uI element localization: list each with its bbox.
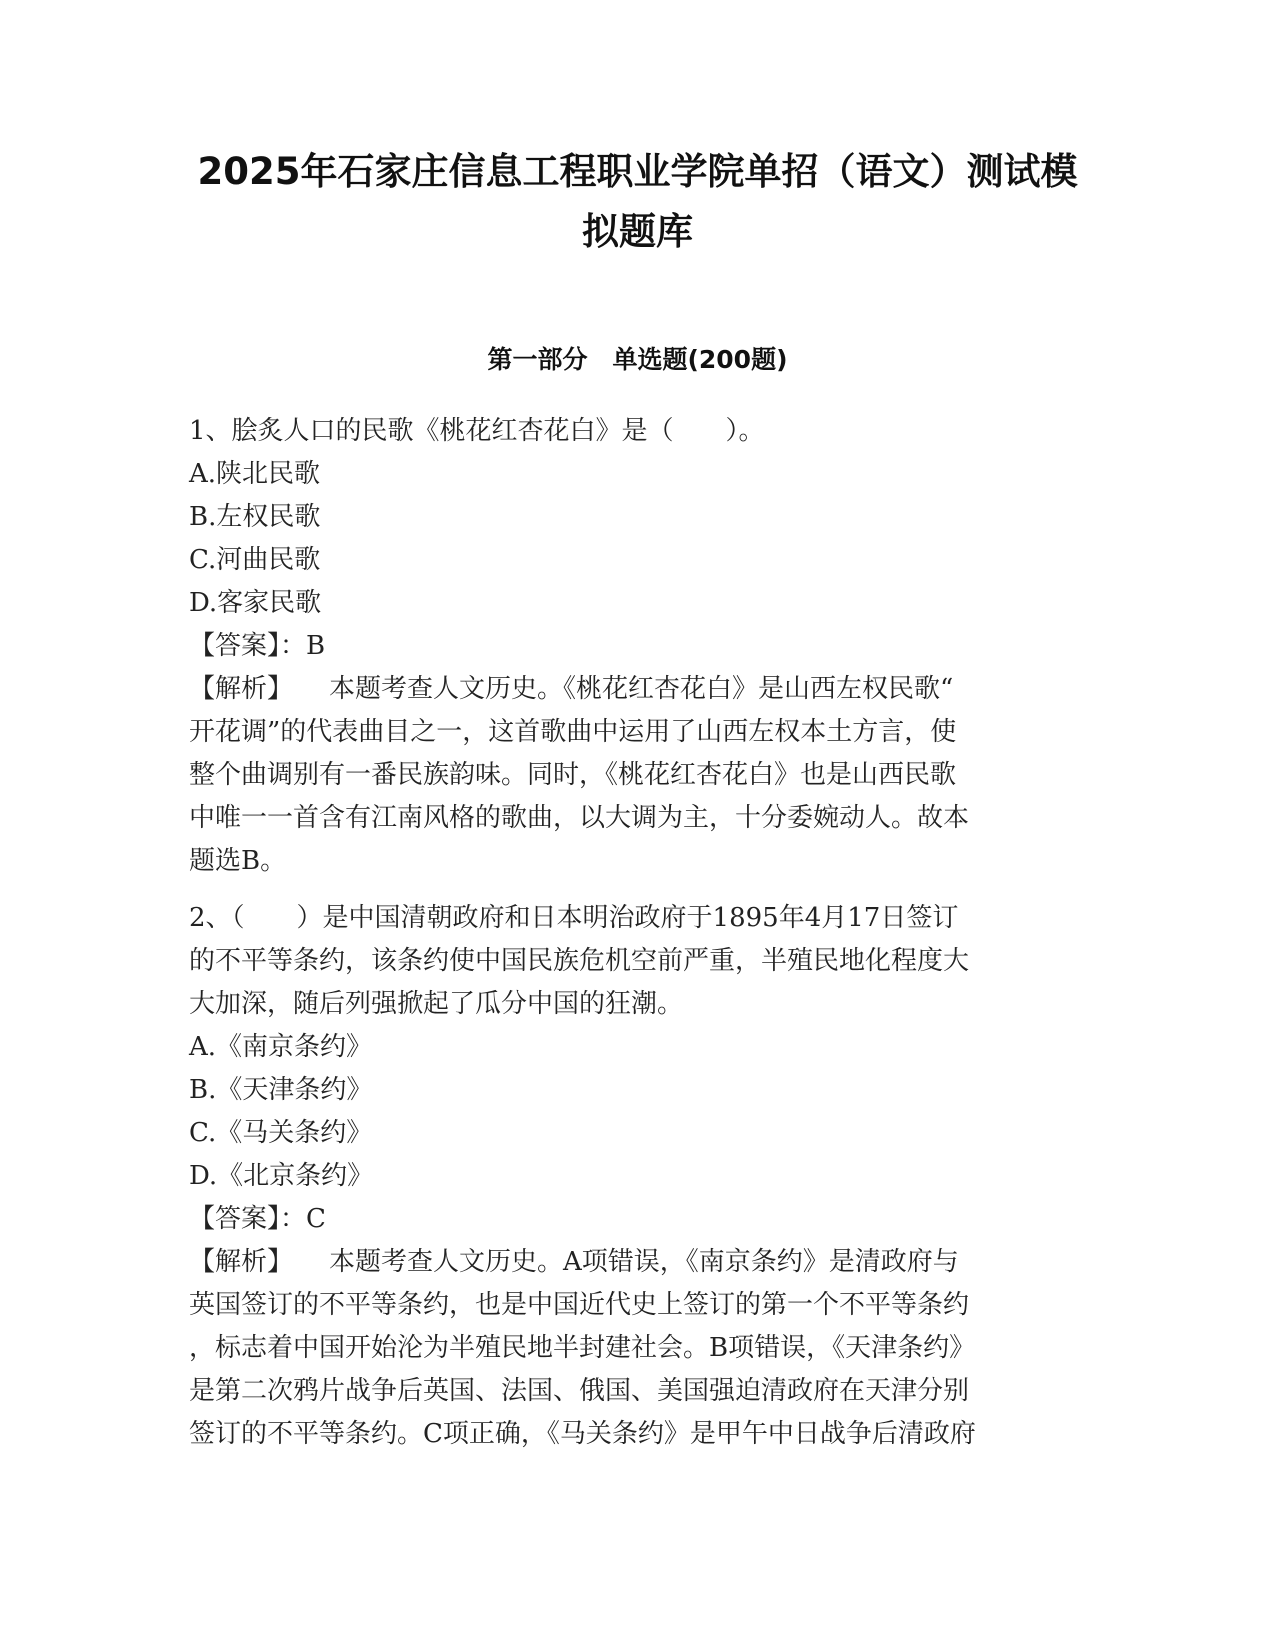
analysis-line: 英国签订的不平等条约，也是中国近代史上签订的第一个不平等条约 — [189, 1290, 970, 1320]
analysis-line: 整个曲调别有一番民族韵味。同时，《桃花红杏花白》也是山西民歌 — [189, 760, 957, 790]
answer-label: 【答案】： — [189, 631, 307, 661]
analysis-line — [189, 668, 1089, 711]
option-d: D.《北京条约》 — [189, 1161, 374, 1191]
analysis-line: ，标志着中国开始沦为半殖民地半封建社会。B项错误，《天津条约》 — [189, 1333, 976, 1363]
answer-value: C — [306, 1204, 326, 1234]
option-a: A.陕北民歌 — [189, 459, 321, 489]
question-spacer — [189, 883, 1089, 897]
section-title: 第一部分 单选题(200题) — [487, 345, 788, 374]
question-1 — [189, 410, 1089, 883]
analysis-line: 开花调”的代表曲目之一，这首歌曲中运用了山西左权本土方言，使 — [189, 717, 957, 747]
option-c: C.河曲民歌 — [189, 545, 321, 575]
option-d: D.客家民歌 — [189, 588, 322, 618]
analysis-text: 本题考查人文历史。《桃花红杏花白》是山西左权民歌“ — [329, 674, 954, 704]
option-b: B.左权民歌 — [189, 502, 321, 532]
answer-value: B — [306, 631, 326, 661]
question-stem-line: 2、（ ）是中国清朝政府和日本明治政府于1895年4月17日签订 — [189, 903, 959, 933]
question-list — [189, 410, 1089, 1456]
option-c: C.《马关条约》 — [189, 1118, 373, 1148]
option-a: A.《南京条约》 — [189, 1032, 373, 1062]
analysis-line: 签订的不平等条约。C项正确，《马关条约》是甲午中日战争后清政府 — [189, 1419, 976, 1449]
answer-label: 【答案】： — [189, 1204, 307, 1234]
answer-line — [189, 1198, 1089, 1241]
title-line-2: 拟题库 — [582, 210, 693, 253]
analysis-label: 【解析】 — [189, 674, 294, 704]
question-stem-line: 的不平等条约，该条约使中国民族危机空前严重，半殖民地化程度大 — [189, 946, 970, 976]
question-2 — [189, 897, 1089, 1456]
question-stem-line: 1、脍炙人口的民歌《桃花红杏花白》是（ ）。 — [189, 416, 765, 446]
analysis-line: 中唯一一首含有江南风格的歌曲，以大调为主，十分委婉动人。故本 — [189, 803, 970, 833]
answer-line — [189, 625, 1089, 668]
document-title — [150, 142, 1125, 262]
analysis-line: 题选B。 — [189, 846, 287, 876]
title-line-1: 2025年石家庄信息工程职业学院单招（语文）测试模 — [197, 150, 1078, 193]
question-stem-line: 大加深，随后列强掀起了瓜分中国的狂潮。 — [189, 989, 684, 1019]
analysis-label: 【解析】 — [189, 1247, 294, 1277]
analysis-line — [189, 1241, 1089, 1284]
option-b: B.《天津条约》 — [189, 1075, 373, 1105]
analysis-text: 本题考查人文历史。A项错误，《南京条约》是清政府与 — [329, 1247, 959, 1277]
analysis-line: 是第二次鸦片战争后英国、法国、俄国、美国强迫清政府在天津分别 — [189, 1376, 970, 1406]
